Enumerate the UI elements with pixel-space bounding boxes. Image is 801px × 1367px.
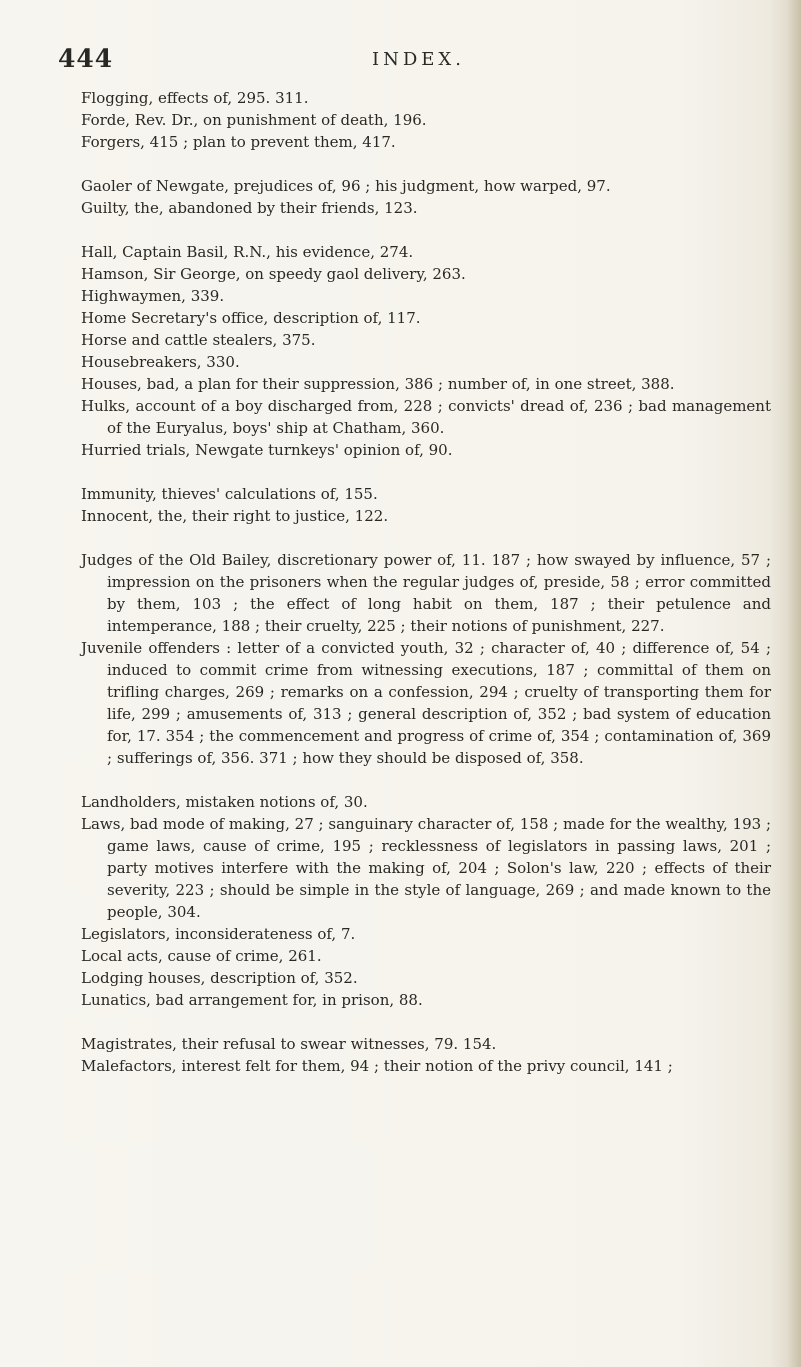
index-entry: Guilty, the, abandoned by their friends, 123.	[81, 199, 418, 217]
letter-group-gap	[81, 153, 771, 175]
index-entry: Forde, Rev. Dr., on punishment of death, 196.	[81, 111, 427, 129]
index-entry: Housebreakers, 330.	[81, 353, 240, 371]
letter-group-gap	[81, 461, 771, 483]
index-entry: Legislators, inconsiderateness of, 7.	[81, 925, 356, 943]
index-entry: Horse and cattle stealers, 375.	[81, 331, 316, 349]
index-entry: Lunatics, bad arrangement for, in prison, 88.	[81, 991, 423, 1009]
index-entry: Malefactors, interest felt for them, 94 ; their notion of the privy council, 141 ;	[81, 1057, 673, 1075]
index-entry: Immunity, thieves' calculations of, 155.	[81, 485, 378, 503]
letter-group-gap	[81, 219, 771, 241]
running-title: INDEX.	[372, 49, 465, 70]
page-edge-shadow	[787, 0, 801, 1367]
index-entry: Highwaymen, 339.	[81, 287, 225, 305]
index-entry: Landholders, mistaken notions of, 30.	[81, 793, 368, 811]
letter-group-gap	[81, 769, 771, 791]
index-entry: Lodging houses, description of, 352.	[81, 969, 358, 987]
letter-group-gap	[81, 1011, 771, 1033]
index-entry: Judges of the Old Bailey, discretionary power of, 11. 187 ; how swayed by influence, 57 ; impression on the prisoners when the regular judges of, preside, 58 ; error committed by them, 103 ; the effect of long habit on them, 187 ; their petulence and intemperance, 188 ; their cruelty, 225 ; their notions of punishment, 227.	[81, 551, 771, 635]
index-entry: Gaoler of Newgate, prejudices of, 96 ; his judgment, how warped, 97.	[81, 177, 611, 195]
index-entry: Forgers, 415 ; plan to prevent them, 417.	[81, 133, 396, 151]
index-entry: Juvenile offenders : letter of a convicted youth, 32 ; character of, 40 ; difference of, 54 ; induced to commit crime from witnessing executions, 187 ; committal of them on trifling charges, 269 ; remarks on a confession, 294 ; cruelty of transporting them for life, 299 ; amusements of, 313 ; general description of, 352 ; bad system of education for, 17. 354 ; the commencement and progress of crime of, 354 ; contamination of, 369 ; sufferings of, 356. 371 ; how they should be disposed of, 358.	[81, 639, 771, 767]
index-entry: Houses, bad, a plan for their suppression, 386 ; number of, in one street, 388.	[81, 375, 675, 393]
index-entry: Hall, Captain Basil, R.N., his evidence, 274.	[81, 243, 414, 261]
index-entry: Innocent, the, their right to justice, 122.	[81, 507, 389, 525]
index-entry: Home Secretary's office, description of, 117.	[81, 309, 421, 327]
page-number: 444	[58, 44, 114, 73]
index-entry: Hulks, account of a boy discharged from, 228 ; convicts' dread of, 236 ; bad management of the Euryalus, boys' ship at Chatham, 360.	[81, 397, 771, 437]
index-entry: Magistrates, their refusal to swear witnesses, 79. 154.	[81, 1035, 497, 1053]
index-entry: Hamson, Sir George, on speedy gaol delivery, 263.	[81, 265, 466, 283]
running-head	[58, 44, 758, 84]
index-entry: Laws, bad mode of making, 27 ; sanguinary character of, 158 ; made for the wealthy, 193 ; game laws, cause of crime, 195 ; recklessness of legislators in passing laws, 201 ; party motives interfere with the making of, 204 ; Solon's law, 220 ; effects of their severity, 223 ; should be simple in the style of language, 269 ; and made known to the people, 304.	[81, 815, 771, 921]
index-entry: Local acts, cause of crime, 261.	[81, 947, 322, 965]
letter-group-gap	[81, 527, 771, 549]
index-entry: Hurried trials, Newgate turnkeys' opinion of, 90.	[81, 441, 453, 459]
index-entries	[81, 87, 771, 1077]
index-entry: Flogging, effects of, 295. 311.	[81, 89, 309, 107]
